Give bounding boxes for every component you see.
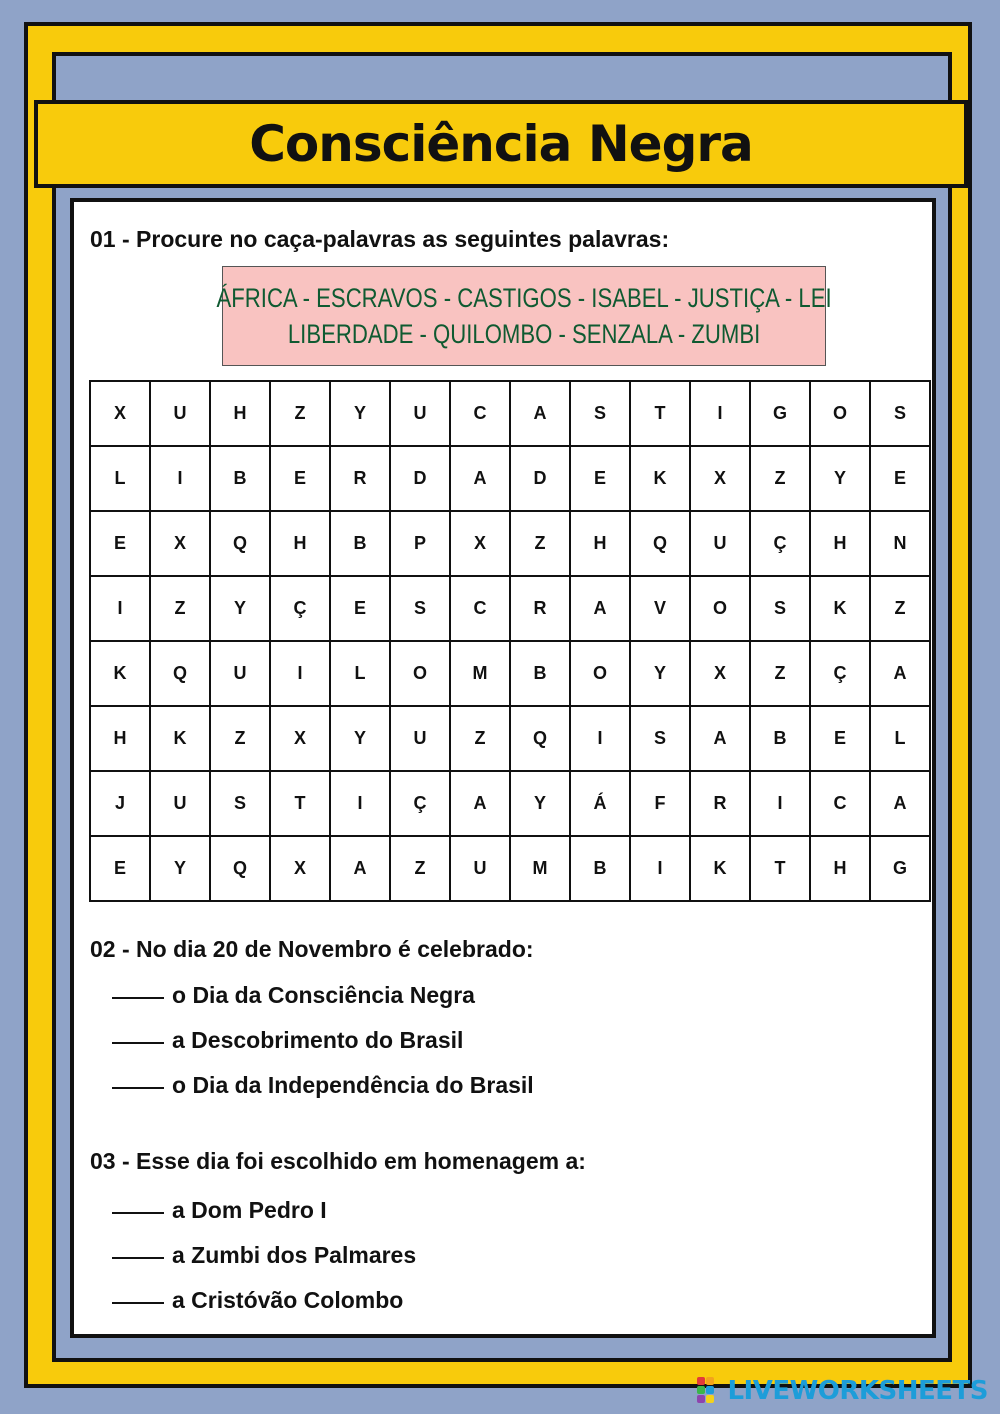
grid-cell[interactable]: S	[570, 381, 630, 446]
grid-cell[interactable]: I	[690, 381, 750, 446]
grid-cell[interactable]: U	[450, 836, 510, 901]
grid-cell[interactable]: U	[690, 511, 750, 576]
grid-cell[interactable]: Z	[750, 641, 810, 706]
grid-cell[interactable]: S	[210, 771, 270, 836]
grid-cell[interactable]: D	[390, 446, 450, 511]
grid-cell[interactable]: O	[570, 641, 630, 706]
grid-cell[interactable]: B	[750, 706, 810, 771]
grid-cell[interactable]: H	[90, 706, 150, 771]
grid-cell[interactable]: Z	[750, 446, 810, 511]
grid-cell[interactable]: Z	[450, 706, 510, 771]
grid-cell[interactable]: K	[150, 706, 210, 771]
grid-cell[interactable]: O	[690, 576, 750, 641]
brand-name: LIVEWORKSHEETS	[727, 1376, 988, 1406]
grid-cell[interactable]: H	[810, 836, 870, 901]
grid-cell[interactable]: R	[330, 446, 390, 511]
title-banner	[34, 100, 968, 188]
grid-cell[interactable]: Q	[630, 511, 690, 576]
grid-cell[interactable]: Á	[570, 771, 630, 836]
word-list-line-1: ÁFRICA - ESCRAVOS - CASTIGOS - ISABEL - JUSTIÇA - LEI	[216, 283, 832, 313]
grid-cell[interactable]: Ç	[270, 576, 330, 641]
grid-cell[interactable]: H	[210, 381, 270, 446]
grid-cell[interactable]: B	[570, 836, 630, 901]
grid-cell[interactable]: Y	[330, 381, 390, 446]
grid-cell[interactable]: M	[450, 641, 510, 706]
grid-cell[interactable]: I	[90, 576, 150, 641]
grid-row	[90, 511, 930, 576]
question-3-option-2[interactable]	[112, 1242, 416, 1269]
grid-cell[interactable]: Q	[510, 706, 570, 771]
answer-blank[interactable]	[112, 1257, 164, 1259]
grid-cell[interactable]: U	[150, 381, 210, 446]
grid-cell[interactable]: K	[90, 641, 150, 706]
grid-cell[interactable]: Y	[630, 641, 690, 706]
question-2-option-3[interactable]	[112, 1072, 534, 1099]
grid-cell[interactable]: M	[510, 836, 570, 901]
grid-cell[interactable]: R	[510, 576, 570, 641]
grid-cell[interactable]: J	[90, 771, 150, 836]
grid-cell[interactable]: C	[450, 381, 510, 446]
question-1-heading: 01 - Procure no caça-palavras as seguintes palavras:	[90, 226, 670, 252]
grid-cell[interactable]: F	[630, 771, 690, 836]
grid-cell[interactable]: X	[150, 511, 210, 576]
option-label: o Dia da Independência do Brasil	[172, 1072, 534, 1098]
grid-cell[interactable]: B	[210, 446, 270, 511]
grid-cell[interactable]: S	[750, 576, 810, 641]
grid-cell[interactable]: I	[570, 706, 630, 771]
grid-row	[90, 706, 930, 771]
grid-cell[interactable]: K	[690, 836, 750, 901]
answer-blank[interactable]	[112, 1212, 164, 1214]
grid-cell[interactable]: X	[690, 446, 750, 511]
grid-cell[interactable]: U	[390, 706, 450, 771]
grid-cell[interactable]: X	[270, 836, 330, 901]
grid-cell[interactable]: R	[690, 771, 750, 836]
grid-cell[interactable]: Y	[810, 446, 870, 511]
grid-cell[interactable]: Y	[150, 836, 210, 901]
grid-cell[interactable]: E	[90, 836, 150, 901]
grid-cell[interactable]: I	[150, 446, 210, 511]
grid-cell[interactable]: B	[330, 511, 390, 576]
grid-cell[interactable]: A	[570, 576, 630, 641]
grid-row	[90, 641, 930, 706]
grid-cell[interactable]: Z	[870, 576, 930, 641]
grid-cell[interactable]: A	[870, 641, 930, 706]
grid-cell[interactable]: T	[630, 381, 690, 446]
word-search-grid	[89, 380, 931, 902]
grid-cell[interactable]: V	[630, 576, 690, 641]
grid-cell[interactable]: X	[270, 706, 330, 771]
grid-cell[interactable]: I	[330, 771, 390, 836]
option-label: a Zumbi dos Palmares	[172, 1242, 417, 1268]
grid-cell[interactable]: A	[510, 381, 570, 446]
grid-cell[interactable]: A	[450, 771, 510, 836]
liveworksheets-brand	[697, 1376, 988, 1406]
question-2-option-2[interactable]	[112, 1027, 463, 1054]
grid-row	[90, 771, 930, 836]
answer-blank[interactable]	[112, 1302, 164, 1304]
grid-cell[interactable]: Y	[330, 706, 390, 771]
answer-blank[interactable]	[112, 1042, 164, 1044]
question-3-option-1[interactable]	[112, 1197, 327, 1224]
grid-cell[interactable]: U	[210, 641, 270, 706]
grid-cell[interactable]: X	[90, 381, 150, 446]
question-3-option-3[interactable]	[112, 1287, 403, 1314]
grid-row	[90, 381, 930, 446]
option-label: a Descobrimento do Brasil	[172, 1027, 464, 1053]
option-label: a Dom Pedro I	[172, 1197, 327, 1223]
grid-cell[interactable]: K	[810, 576, 870, 641]
grid-cell[interactable]: G	[750, 381, 810, 446]
grid-cell[interactable]: U	[150, 771, 210, 836]
grid-cell[interactable]: O	[390, 641, 450, 706]
word-list-box	[216, 266, 832, 366]
page-title: Consciência Negra	[249, 115, 753, 173]
grid-cell[interactable]: C	[810, 771, 870, 836]
grid-row	[90, 836, 930, 901]
grid-cell[interactable]: Q	[150, 641, 210, 706]
grid-cell[interactable]: E	[330, 576, 390, 641]
grid-cell[interactable]: A	[330, 836, 390, 901]
grid-cell[interactable]: N	[870, 511, 930, 576]
answer-blank[interactable]	[112, 997, 164, 999]
grid-cell[interactable]: L	[90, 446, 150, 511]
option-label: o Dia da Consciência Negra	[172, 982, 475, 1008]
grid-cell[interactable]: H	[570, 511, 630, 576]
grid-cell[interactable]: E	[810, 706, 870, 771]
grid-cell[interactable]: Ç	[390, 771, 450, 836]
grid-cell[interactable]: A	[690, 706, 750, 771]
grid-cell[interactable]: Ç	[750, 511, 810, 576]
grid-cell[interactable]: S	[870, 381, 930, 446]
grid-cell[interactable]: L	[330, 641, 390, 706]
grid-cell[interactable]: D	[510, 446, 570, 511]
grid-cell[interactable]: T	[750, 836, 810, 901]
grid-cell[interactable]: Z	[210, 706, 270, 771]
grid-row	[90, 446, 930, 511]
answer-blank[interactable]	[112, 1087, 164, 1089]
grid-cell[interactable]: A	[870, 771, 930, 836]
grid-cell[interactable]: E	[570, 446, 630, 511]
grid-cell[interactable]: E	[870, 446, 930, 511]
grid-cell[interactable]: H	[810, 511, 870, 576]
grid-cell[interactable]: O	[810, 381, 870, 446]
grid-cell[interactable]: Z	[390, 836, 450, 901]
grid-cell[interactable]: S	[390, 576, 450, 641]
grid-cell[interactable]: E	[90, 511, 150, 576]
question-2-heading: 02 - No dia 20 de Novembro é celebrado:	[90, 936, 534, 962]
grid-cell[interactable]: C	[450, 576, 510, 641]
grid-cell[interactable]: Y	[510, 771, 570, 836]
grid-cell[interactable]: H	[270, 511, 330, 576]
option-label: a Cristóvão Colombo	[172, 1287, 404, 1313]
grid-cell[interactable]: X	[690, 641, 750, 706]
grid-cell[interactable]: Z	[510, 511, 570, 576]
grid-cell[interactable]: I	[750, 771, 810, 836]
question-2-option-1[interactable]	[112, 982, 475, 1009]
grid-cell[interactable]: X	[450, 511, 510, 576]
grid-cell[interactable]: Q	[210, 511, 270, 576]
grid-cell[interactable]: I	[270, 641, 330, 706]
grid-cell[interactable]: L	[870, 706, 930, 771]
grid-cell[interactable]: Ç	[810, 641, 870, 706]
grid-cell[interactable]: Y	[210, 576, 270, 641]
grid-cell[interactable]: G	[870, 836, 930, 901]
grid-cell[interactable]: Z	[270, 381, 330, 446]
grid-cell[interactable]: U	[390, 381, 450, 446]
worksheet-paper	[70, 198, 936, 1338]
grid-cell[interactable]: P	[390, 511, 450, 576]
grid-cell[interactable]: I	[630, 836, 690, 901]
grid-cell[interactable]: A	[450, 446, 510, 511]
liveworksheets-logo-icon	[697, 1377, 723, 1405]
grid-cell[interactable]: Q	[210, 836, 270, 901]
grid-cell[interactable]: E	[270, 446, 330, 511]
grid-cell[interactable]: S	[630, 706, 690, 771]
grid-row	[90, 576, 930, 641]
word-list-line-2: LIBERDADE - QUILOMBO - SENZALA - ZUMBI	[287, 319, 761, 349]
grid-cell[interactable]: B	[510, 641, 570, 706]
grid-cell[interactable]: T	[270, 771, 330, 836]
question-3-heading: 03 - Esse dia foi escolhido em homenagem a:	[90, 1148, 586, 1174]
grid-cell[interactable]: Z	[150, 576, 210, 641]
grid-cell[interactable]: K	[630, 446, 690, 511]
